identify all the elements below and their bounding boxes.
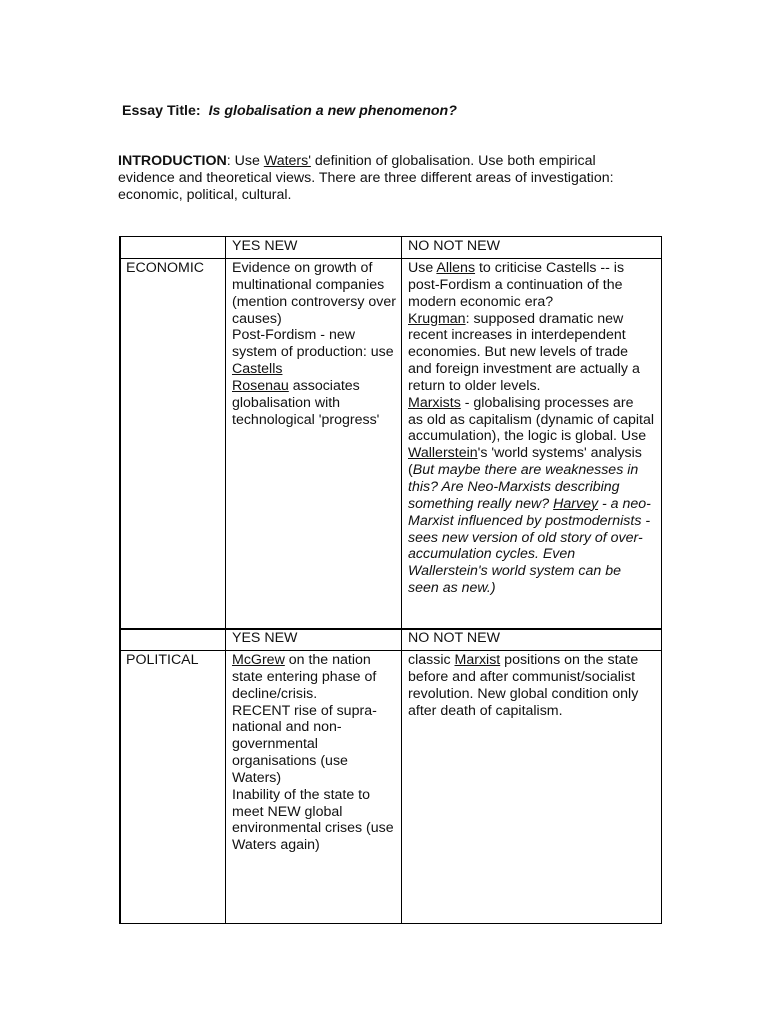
allens-ref: Allens xyxy=(436,260,476,276)
intro-line-1: INTRODUCTION: Use Waters' definition of globalisation. Use both empirical xyxy=(118,153,596,169)
mcgrew-ref: McGrew xyxy=(232,652,285,668)
economic-yes-cell: Evidence on growth of multinational companies (mention controversy over causes) Post-Fordism - new system of production: use Castells Rosenau associates globalisation with technological 'progress' xyxy=(232,260,397,428)
wallerstein-ref: Wallerstein xyxy=(408,445,478,462)
economic-no-header: NO NOT NEW xyxy=(408,238,500,254)
political-no-cell: classic Marxist positions on the state before and after communist/socialist revolution. New global condition only after death of capitalism. xyxy=(408,652,639,719)
intro-line-3: economic, political, cultural. xyxy=(118,187,292,203)
harvey-ref: Harvey xyxy=(553,495,599,512)
krugman-ref: Krugman xyxy=(408,310,466,327)
marxist-ref: Marxist xyxy=(454,652,501,668)
political-yes-header: YES NEW xyxy=(232,630,298,646)
castells-ref: Castells xyxy=(232,361,283,378)
political-row-label: POLITICAL xyxy=(126,652,199,668)
economic-row-label: ECONOMIC xyxy=(126,260,205,276)
political-no-header: NO NOT NEW xyxy=(408,630,500,646)
rosenau-ref: Rosenau xyxy=(232,377,289,394)
economic-no-cell: Use Allens to criticise Castells -- is post-Fordism a continuation of the modern economic era? Krugman: supposed dramatic new recent increases in interdependent economies. But new levels of trade and foreign investment are actually a return to older levels. Marxists - globalising processes are as old as capitalism (dynamic of capital accumulation), the logic is global. Use Wallerstein's 'world systems' analysis (But maybe there are weaknesses in this? Are Neo-Marxists describing something really new? Harvey - a neo- Marxist influenced by postmodernists - sees new version of old story of over- accumulation cycles. Even Wallerstein's world system can be seen as new.) xyxy=(408,260,655,597)
intro-line-2: evidence and theoretical views. There are three different areas of investigation: xyxy=(118,170,614,186)
intro-heading: INTRODUCTION xyxy=(118,153,227,169)
political-yes-cell: McGrew on the nation state entering phase of decline/crisis. RECENT rise of supra- national and non- governmental organisations (use Waters) Inability of the state to meet NEW global environmental crises (use Waters again) xyxy=(232,652,394,854)
waters-ref: Waters' xyxy=(263,153,311,169)
essay-question: Is globalisation a new phenomenon? xyxy=(208,103,457,119)
introduction-paragraph xyxy=(118,153,638,204)
essay-title-label: Essay Title: xyxy=(122,103,201,119)
economic-yes-header: YES NEW xyxy=(232,238,298,254)
economic-table xyxy=(119,236,662,630)
political-table xyxy=(119,628,662,924)
marxists-ref: Marxists xyxy=(408,394,461,411)
essay-title xyxy=(122,103,457,119)
